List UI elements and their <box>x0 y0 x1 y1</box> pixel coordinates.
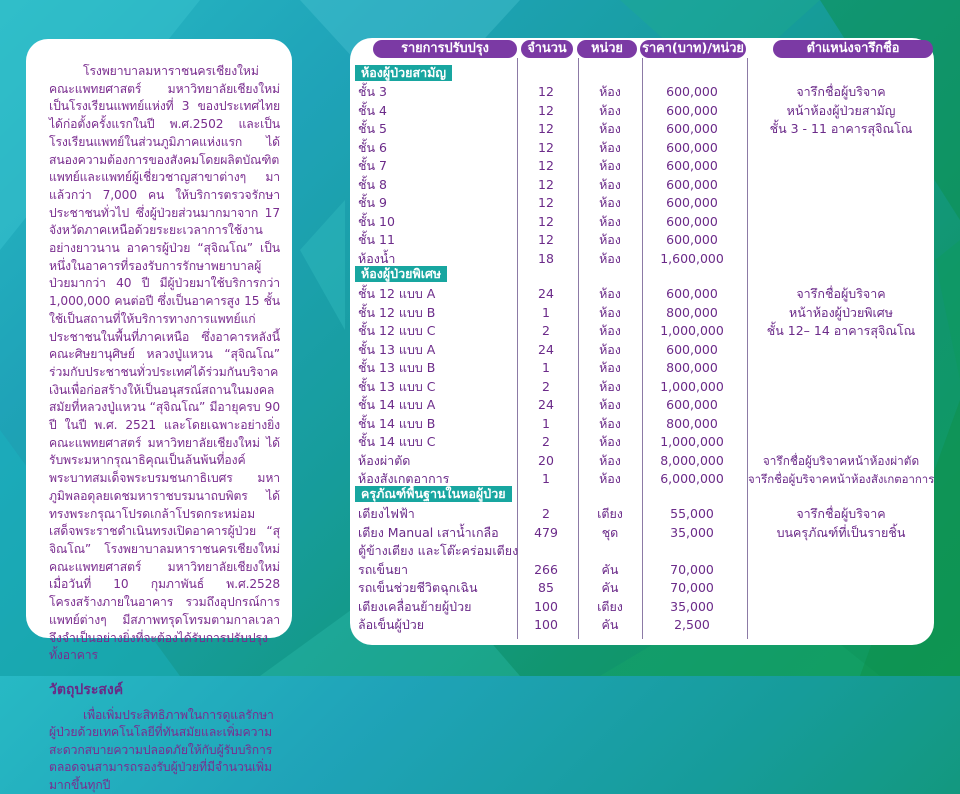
row-unit: เตียง <box>597 598 623 614</box>
row-price: 600,000 <box>666 286 718 301</box>
table-row <box>350 341 934 359</box>
row-item: ชั้น 13 แบบ C <box>358 378 436 394</box>
row-item: ชั้น 12 แบบ B <box>358 304 436 320</box>
row-qty: 12 <box>538 102 554 118</box>
row-unit: ห้อง <box>599 470 621 486</box>
objective-heading: วัตถุประสงค์ <box>49 681 124 698</box>
row-qty: 12 <box>538 213 554 229</box>
row-qty: 1 <box>542 360 550 375</box>
row-price: 600,000 <box>666 121 718 136</box>
row-item: ชั้น 8 <box>358 176 387 192</box>
row-donor: จารึกชื่อผู้บริจาค <box>796 506 886 521</box>
row-unit: ชุด <box>601 524 619 540</box>
row-unit: ห้อง <box>599 323 621 338</box>
row-unit: ห้อง <box>599 102 621 118</box>
row-unit: คัน <box>601 617 619 632</box>
row-qty: 12 <box>538 158 554 173</box>
row-qty: 12 <box>538 139 554 155</box>
row-qty: 100 <box>534 617 558 632</box>
row-qty: 2 <box>542 378 550 394</box>
row-item: ชั้น 9 <box>358 195 387 210</box>
row-unit: คัน <box>601 580 619 595</box>
row-unit: ห้อง <box>599 139 621 155</box>
row-price: 8,000,000 <box>660 452 724 468</box>
row-unit: ห้อง <box>599 84 621 99</box>
row-qty: 12 <box>538 176 554 192</box>
row-item: รถเข็นช่วยชีวิตฉุกเฉิน <box>358 580 478 595</box>
row-item: ชั้น 14 แบบ C <box>358 434 436 449</box>
section-general-ward: ห้องผู้ป่วยสามัญ <box>355 65 452 81</box>
table-row <box>350 194 934 212</box>
row-price: 6,000,000 <box>660 470 724 486</box>
row-donor: จารึกชื่อผู้บริจาค <box>796 286 886 301</box>
row-item: ห้องผ่าตัด <box>358 452 411 468</box>
row-unit: ห้อง <box>599 378 621 394</box>
row-donor: หน้าห้องผู้ป่วยพิเศษ <box>789 304 893 320</box>
row-item: ห้องสังเกตอาการ <box>358 470 450 486</box>
row-price: 1,000,000 <box>660 378 724 394</box>
table-row <box>350 561 934 579</box>
row-unit: ห้อง <box>599 121 621 136</box>
row-unit: ห้อง <box>599 341 621 357</box>
header-qty: จำนวน <box>521 40 573 58</box>
row-donor: จารึกชื่อผู้บริจาค <box>796 84 886 99</box>
row-item: เตียง Manual เสาน้ำเกลือ <box>358 524 499 540</box>
table-row <box>350 415 934 433</box>
row-price: 55,000 <box>670 506 714 521</box>
row-price: 1,000,000 <box>660 323 724 338</box>
table-row <box>350 213 934 231</box>
row-unit: ห้อง <box>599 360 621 375</box>
row-donor: ชั้น 3 - 11 อาคารสุจิณโณ <box>769 121 913 136</box>
row-price: 600,000 <box>666 341 718 357</box>
table-header <box>373 40 936 58</box>
row-qty: 12 <box>538 195 554 210</box>
row-price: 800,000 <box>666 415 718 431</box>
row-qty: 20 <box>538 452 554 468</box>
row-item: ชั้น 6 <box>358 139 387 155</box>
row-price: 600,000 <box>666 158 718 173</box>
row-qty: 24 <box>538 286 554 301</box>
row-price: 600,000 <box>666 232 718 247</box>
row-qty: 2 <box>542 434 550 449</box>
row-item: ชั้น 10 <box>358 213 395 229</box>
row-qty: 12 <box>538 232 554 247</box>
row-unit: ห้อง <box>599 397 621 412</box>
row-unit: ห้อง <box>599 250 621 266</box>
row-price: 70,000 <box>670 561 714 577</box>
section-special-ward: ห้องผู้ป่วยพิเศษ <box>355 266 447 282</box>
intro-panel <box>26 39 292 792</box>
row-item: ชั้น 4 <box>358 102 387 118</box>
row-qty: 1 <box>542 415 550 431</box>
table-row <box>350 250 934 268</box>
row-qty: 2 <box>542 323 550 338</box>
row-qty: 24 <box>538 341 554 357</box>
row-item: ห้องน้ำ <box>358 250 396 266</box>
row-price: 70,000 <box>670 580 714 595</box>
row-price: 600,000 <box>666 84 718 99</box>
row-item: ชั้น 12 แบบ C <box>358 323 436 338</box>
row-unit: ห้อง <box>599 304 621 320</box>
row-item: ชั้น 13 แบบ B <box>358 360 436 375</box>
row-qty: 24 <box>538 397 554 412</box>
row-qty: 266 <box>534 561 558 577</box>
row-unit: ห้อง <box>599 158 621 173</box>
row-price: 2,500 <box>674 617 710 632</box>
table-row <box>350 396 934 414</box>
row-price: 1,000,000 <box>660 434 724 449</box>
table-row <box>350 83 934 101</box>
row-unit: ห้อง <box>599 213 621 229</box>
row-price: 35,000 <box>670 524 714 540</box>
table-row <box>350 433 934 451</box>
row-item: ล้อเข็นผู้ป่วย <box>358 617 425 632</box>
row-item: ชั้น 11 <box>358 232 395 247</box>
row-item: ชั้น 12 แบบ A <box>358 286 436 301</box>
row-item: ชั้น 13 แบบ A <box>358 341 436 357</box>
header-price: ราคา(บาท)/หน่วย <box>640 40 746 58</box>
row-donor: หน้าห้องผู้ป่วยสามัญ <box>786 102 896 118</box>
row-unit: ห้อง <box>599 452 621 468</box>
row-unit: คัน <box>601 561 619 577</box>
table-row <box>350 470 934 488</box>
table-row <box>350 616 934 634</box>
row-item: ชั้น 14 แบบ B <box>358 415 436 431</box>
table-row <box>350 452 934 470</box>
table-row <box>350 285 934 303</box>
row-price: 600,000 <box>666 213 718 229</box>
table-row <box>350 176 934 194</box>
row-qty: 1 <box>542 470 550 486</box>
row-item: ชั้น 7 <box>358 158 387 173</box>
row-qty: 2 <box>542 506 550 521</box>
row-item: เตียงไฟฟ้า <box>358 506 415 521</box>
table-row <box>350 322 934 340</box>
row-qty: 1 <box>542 304 550 320</box>
table-row <box>350 102 934 120</box>
row-price: 800,000 <box>666 360 718 375</box>
row-item: เตียงเคลื่อนย้ายผู้ป่วย <box>358 598 472 614</box>
intro-paragraph: โรงพยาบาลมหาราชนครเชียงใหม่ คณะแพทยศาสตร์ มหาวิทยาลัยเชียงใหม่ เป็นโรงเรียนแพทย์แห่งที่ 3 ของประเทศไทยได้ก่อตั้งครั้งแรกในปี พ.ศ.2502 และเป็นโรงเรียนแพทย์ในส่วนภูมิภาคแห่งแรก ได้สนองความต้องการของสังคมโดยผลิตบัณฑิตแพทย์และแพทย์ผู้เชี่ยวชาญสาขาต่างๆ มาแล้วกว่า 7,000 คน ให้บริการตรวจรักษาประชาชนทั่วไป ซึ่งผู้ป่วยส่วนมากมาจาก 17 จังหวัดภาคเหนือด้วยระยะเวลาการใช้งานอย่างยาวนาน อาคารผู้ป่วย “สุจิณโณ” เป็นหนึ่งในอาคารที่รองรับการรักษาพยาบาลผู้ป่วยมากว่า 40 ปี มีผู้ป่วยมาใช้บริการกว่า 1,000,000 คนต่อปี ซึ่งเป็นอาคารสูง 15 ชั้น ใช้เป็นสถานที่ให้บริการทางการแพทย์แก่ประชาชนในพื้นที่ภาคเหนือ ซึ่งอาคารหลังนี้คณะศิษยานุศิษย์ หลวงปู่แหวน “สุจิณโณ” ร่วมกับประชาชนทั่วประเทศได้ร่วมกันบริจาคเงินเพื่อก่อสร้างให้เป็นอนุสรณ์สถานในมงคลสมัยที่หลวงปู่แหวน “สุจิณโณ” มีอายุครบ 90 ปี ในปี พ.ศ. 2521 และโดยเฉพาะอย่างยิ่ง คณะแพทยศาสตร์ มหาวิทยาลัยเชียงใหม่ ได้รับพระมหากรุณาธิคุณเป็นล้นพ้นที่องค์พระบาทสมเด็จพระบรมชนกาธิเบศร มหาภูมิพลอดุลยเดชมหาราชบรมนาถบพิตร ได้ทรงพระกรุณาโปรดเกล้าโปรดกระหม่อมเสด็จพระราชดำเนินทรงเปิดอาคารผู้ป่วย “สุจิณโณ” โรงพยาบาลมหาราชนครเชียงใหม่ คณะแพทยศาสตร์ มหาวิทยาลัยเชียงใหม่ เมื่อวันที่ 10 กุมภาพันธ์ พ.ศ.2528 โครงสร้างภายในอาคาร รวมถึงอุปกรณ์การแพทย์ต่างๆ มีสภาพทรุดโทรมตามกาลเวลาจึงจำเป็นอย่างยิ่งที่จะต้องได้รับการปรับปรุงทั้งอาคาร <box>49 64 280 663</box>
row-unit: ห้อง <box>599 195 621 210</box>
table-row <box>350 120 934 138</box>
section-equipment: ครุภัณฑ์พื้นฐานในหอผู้ป่วย <box>355 486 512 502</box>
table-row <box>350 157 934 175</box>
row-unit: ห้อง <box>599 232 621 247</box>
row-price: 35,000 <box>670 598 714 614</box>
row-unit: เตียง <box>597 506 623 521</box>
row-unit: ห้อง <box>599 434 621 449</box>
row-price: 800,000 <box>666 304 718 320</box>
row-item: ตู้ข้างเตียง และโต๊ะคร่อมเตียง <box>358 543 519 558</box>
row-donor: บนครุภัณฑ์ที่เป็นรายชิ้น <box>776 524 906 540</box>
table-row <box>350 359 934 377</box>
row-price: 600,000 <box>666 397 718 412</box>
header-donor: ตำแหน่งจารึกชื่อ <box>773 40 933 58</box>
row-price: 600,000 <box>666 176 718 192</box>
row-price: 600,000 <box>666 195 718 210</box>
row-item: รถเข็นยา <box>358 561 408 577</box>
row-unit: ห้อง <box>599 286 621 301</box>
row-item: ชั้น 5 <box>358 121 387 136</box>
table-row <box>350 378 934 396</box>
row-donor: ชั้น 12– 14 อาคารสุจิณโณ <box>766 323 916 338</box>
renovation-table <box>350 38 934 645</box>
row-qty: 479 <box>534 524 558 540</box>
row-qty: 12 <box>538 84 554 99</box>
header-unit: หน่วย <box>577 40 637 58</box>
row-price: 600,000 <box>666 102 718 118</box>
table-row <box>350 598 934 616</box>
table-row <box>350 505 934 523</box>
row-qty: 100 <box>534 598 558 614</box>
row-qty: 18 <box>538 250 554 266</box>
row-price: 1,600,000 <box>660 250 724 266</box>
row-item: ชั้น 14 แบบ A <box>358 397 436 412</box>
row-donor: จารึกชื่อผู้บริจาคหน้าห้องสังเกตอาการ <box>748 471 935 486</box>
row-item: ชั้น 3 <box>358 84 387 99</box>
table-row <box>350 304 934 322</box>
row-donor: จารึกชื่อผู้บริจาคหน้าห้องผ่าตัด <box>762 453 920 468</box>
row-unit: ห้อง <box>599 176 621 192</box>
table-row <box>350 139 934 157</box>
row-price: 600,000 <box>666 139 718 155</box>
row-qty: 12 <box>538 121 554 136</box>
table-row <box>350 231 934 249</box>
objective-paragraph: เพื่อเพิ่มประสิทธิภาพในการดูแลรักษาผู้ป่วยด้วยเทคโนโลยีที่ทันสมัยและเพิ่มความสะดวกสบายความปลอดภัยให้กับผู้รับบริการตลอดจนสามารถรองรับผู้ป่วยที่มีจำนวนเพิ่มมากขึ้นทุกปี <box>49 707 274 792</box>
table-row <box>350 524 934 542</box>
header-item: รายการปรับปรุง <box>373 40 517 58</box>
table-row <box>350 542 934 560</box>
row-qty: 85 <box>538 580 554 595</box>
row-unit: ห้อง <box>599 415 621 431</box>
table-row <box>350 579 934 597</box>
